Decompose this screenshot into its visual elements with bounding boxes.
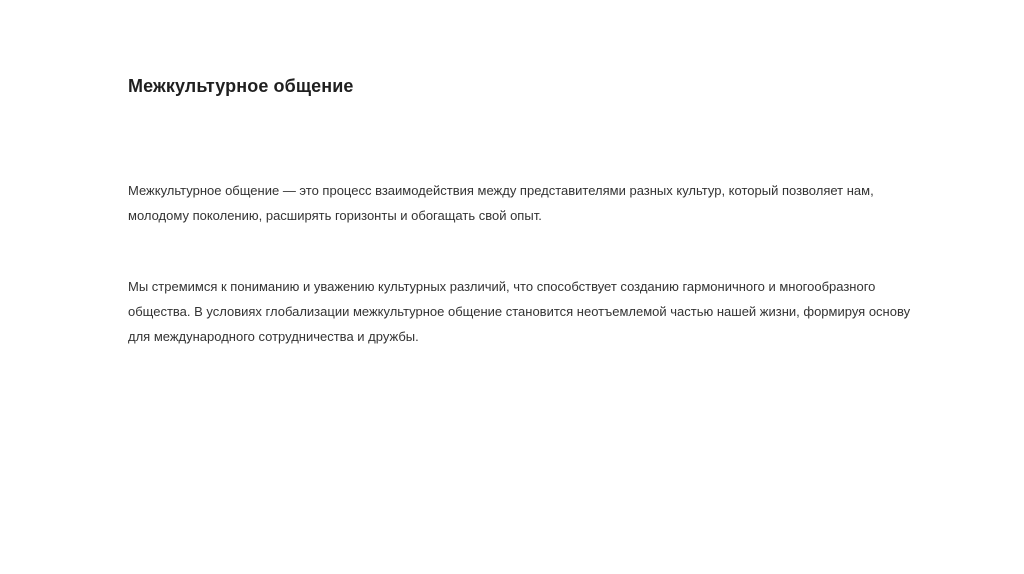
paragraph-line: Мы стремимся к пониманию и уважению культурных различий, что способствует созданию гармоничного и многообразного xyxy=(128,279,876,294)
paragraph-details xyxy=(128,274,910,349)
paragraph-line: общества. В условиях глобализации межкультурное общение становится неотъемлемой частью нашей жизни, формируя основу xyxy=(128,304,911,319)
paragraph-intro xyxy=(128,178,874,228)
paragraph-line: для международного сотрудничества и дружбы. xyxy=(128,329,419,344)
paragraph-line: молодому поколению, расширять горизонты и обогащать свой опыт. xyxy=(128,208,542,223)
paragraph-line: Межкультурное общение — это процесс взаимодействия между представителями разных культур, который позволяет нам, xyxy=(128,183,874,198)
slide-title: Межкультурное общение xyxy=(128,76,354,96)
